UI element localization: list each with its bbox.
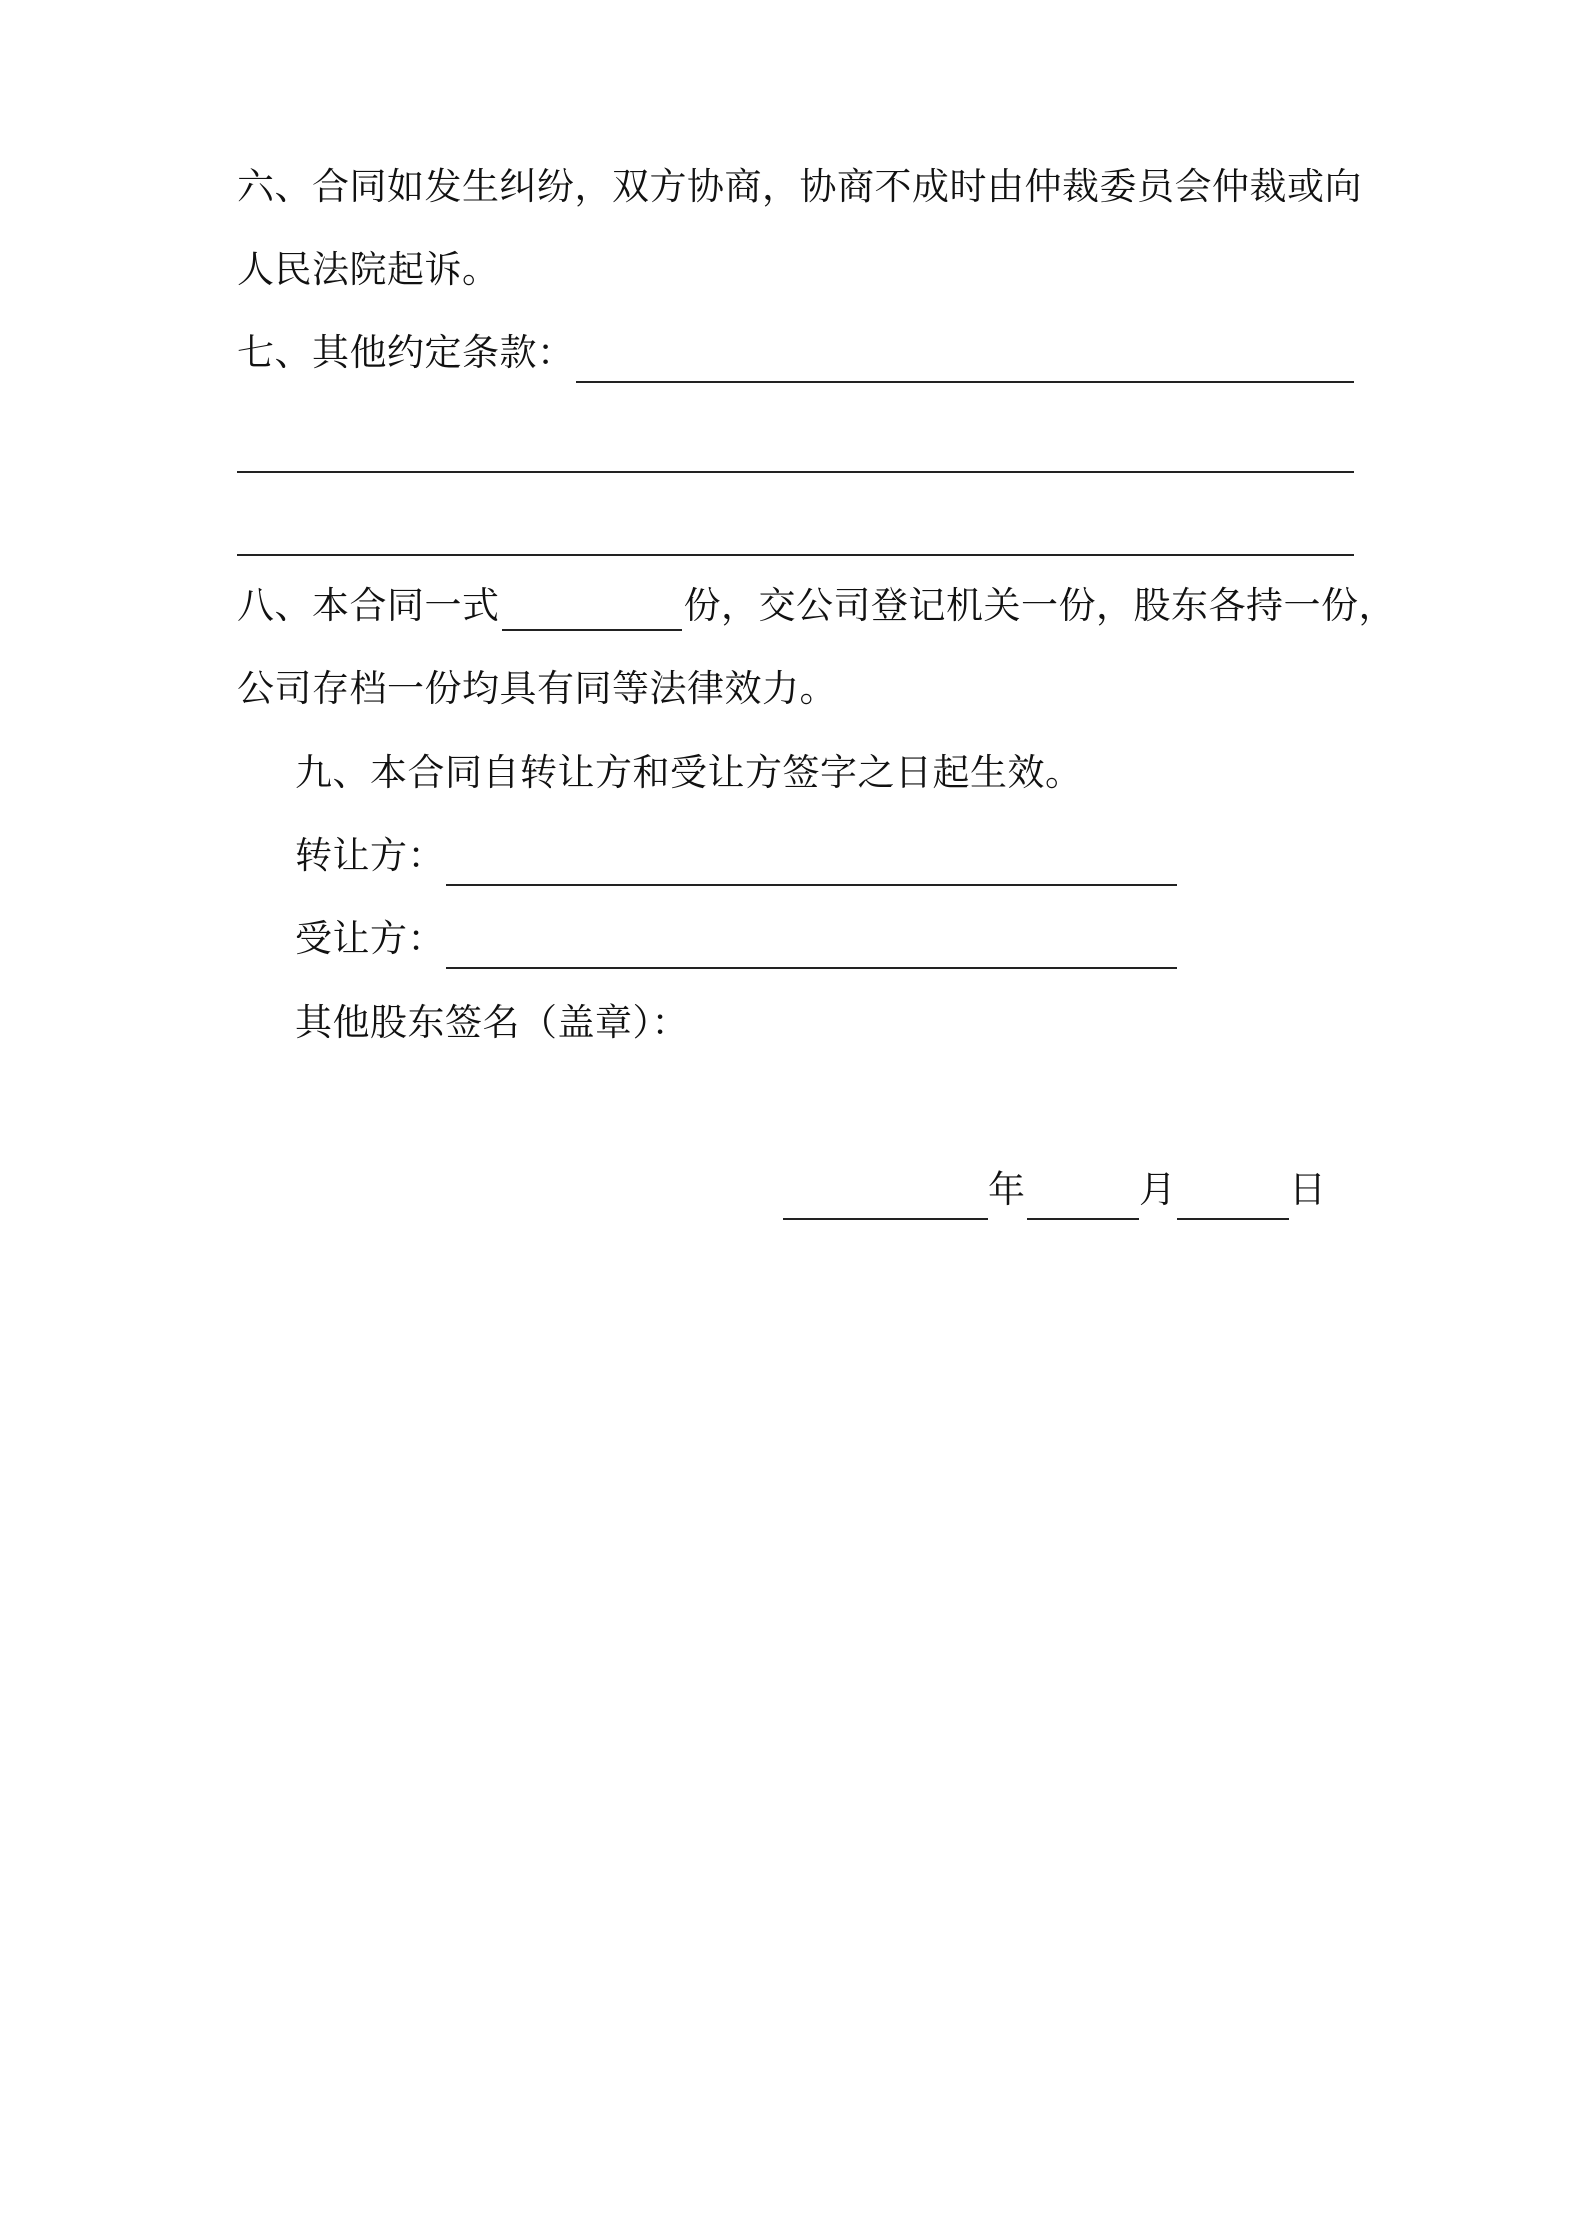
- clause7-blank-line-2: [237, 471, 1354, 473]
- transferee-signature-line: [446, 967, 1177, 969]
- month-label: 月: [1139, 1168, 1177, 1211]
- copies-count-blank: [502, 589, 682, 631]
- transferor-signature-line: [446, 884, 1177, 886]
- clause8-line2: 公司存档一份均具有同等法律效力。: [237, 667, 837, 710]
- clause7-blank-line-3: [237, 554, 1354, 556]
- clause6-line1: 六、合同如发生纠纷，双方协商，协商不成时由仲裁委员会仲裁或向: [237, 165, 1362, 208]
- clause8-suffix: 份，交公司登记机关一份，股东各持一份，: [683, 584, 1396, 627]
- clause7-blank-line-1: [576, 381, 1354, 383]
- day-label: 日: [1289, 1168, 1327, 1211]
- transferor-label: 转让方：: [295, 834, 445, 877]
- year-blank: [783, 1218, 988, 1220]
- clause8-line1: [237, 581, 1396, 631]
- clause9-text: 九、本合同自转让方和受让方签字之日起生效。: [295, 751, 1083, 794]
- transferee-label: 受让方：: [295, 917, 445, 960]
- clause7-label: 七、其他约定条款：: [237, 331, 575, 374]
- year-label: 年: [988, 1168, 1026, 1211]
- day-blank: [1177, 1218, 1289, 1220]
- other-shareholders-label: 其他股东签名（盖章）：: [295, 1001, 689, 1044]
- clause6-line2: 人民法院起诉。: [237, 248, 500, 291]
- clause8-prefix: 八、本合同一式: [237, 584, 500, 627]
- month-blank: [1027, 1218, 1139, 1220]
